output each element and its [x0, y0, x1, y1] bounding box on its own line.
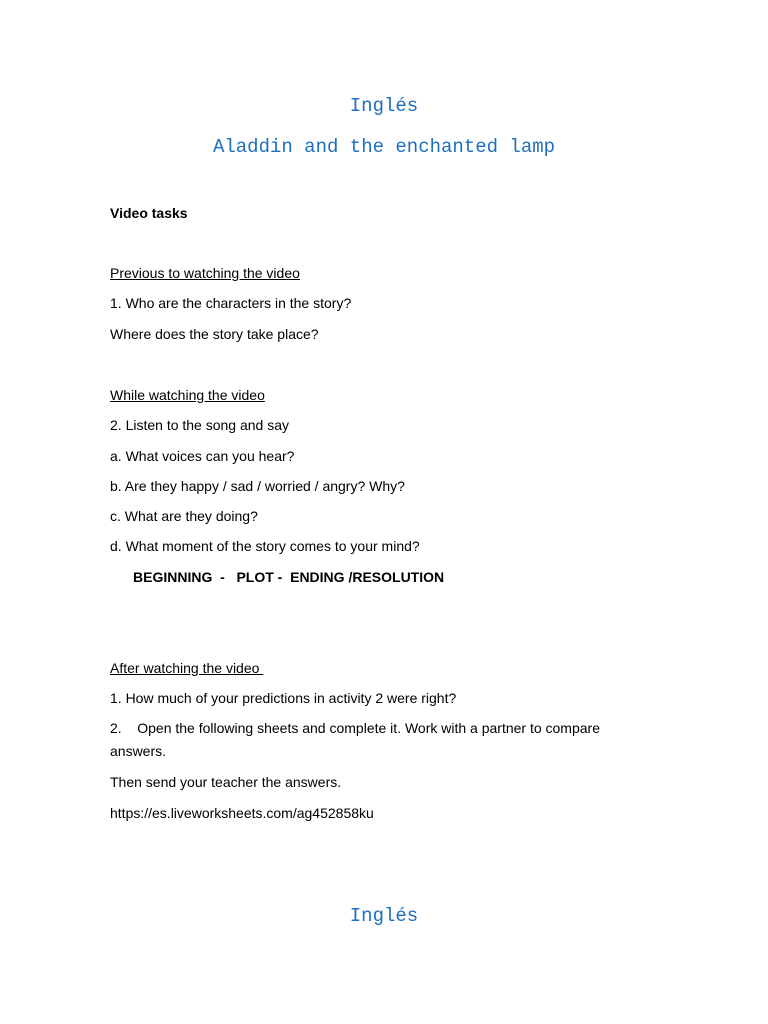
- question-voices: a. What voices can you hear?: [110, 448, 295, 464]
- document-subtitle: Aladdin and the enchanted lamp: [212, 136, 556, 158]
- section-heading-while: While watching the video: [110, 387, 265, 403]
- question-place: Where does the story take place?: [110, 326, 319, 342]
- section-heading-before: Previous to watching the video: [110, 265, 300, 281]
- question-predictions: 1. How much of your predictions in activity 2 were right?: [110, 690, 457, 706]
- worksheet-link[interactable]: https://es.liveworksheets.com/ag452858ku: [110, 805, 374, 821]
- question-moment: d. What moment of the story comes to your mind?: [110, 538, 420, 554]
- page-title-repeat: Inglés: [349, 905, 419, 927]
- instruction-send-answers: Then send your teacher the answers.: [110, 774, 342, 790]
- video-tasks-heading: Video tasks: [110, 205, 188, 221]
- question-doing: c. What are they doing?: [110, 508, 258, 524]
- story-parts-options: BEGINNING - PLOT - ENDING /RESOLUTION: [133, 569, 445, 585]
- question-characters: 1. Who are the characters in the story?: [110, 295, 352, 311]
- question-feelings: b. Are they happy / sad / worried / angry? Why?: [110, 478, 405, 494]
- page-title: Inglés: [349, 95, 419, 117]
- instruction-open-sheets: 2. Open the following sheets and complete it. Work with a partner to compare answers.: [110, 720, 604, 759]
- question-listen: 2. Listen to the song and say: [110, 417, 290, 433]
- section-heading-after: After watching the video: [110, 660, 264, 676]
